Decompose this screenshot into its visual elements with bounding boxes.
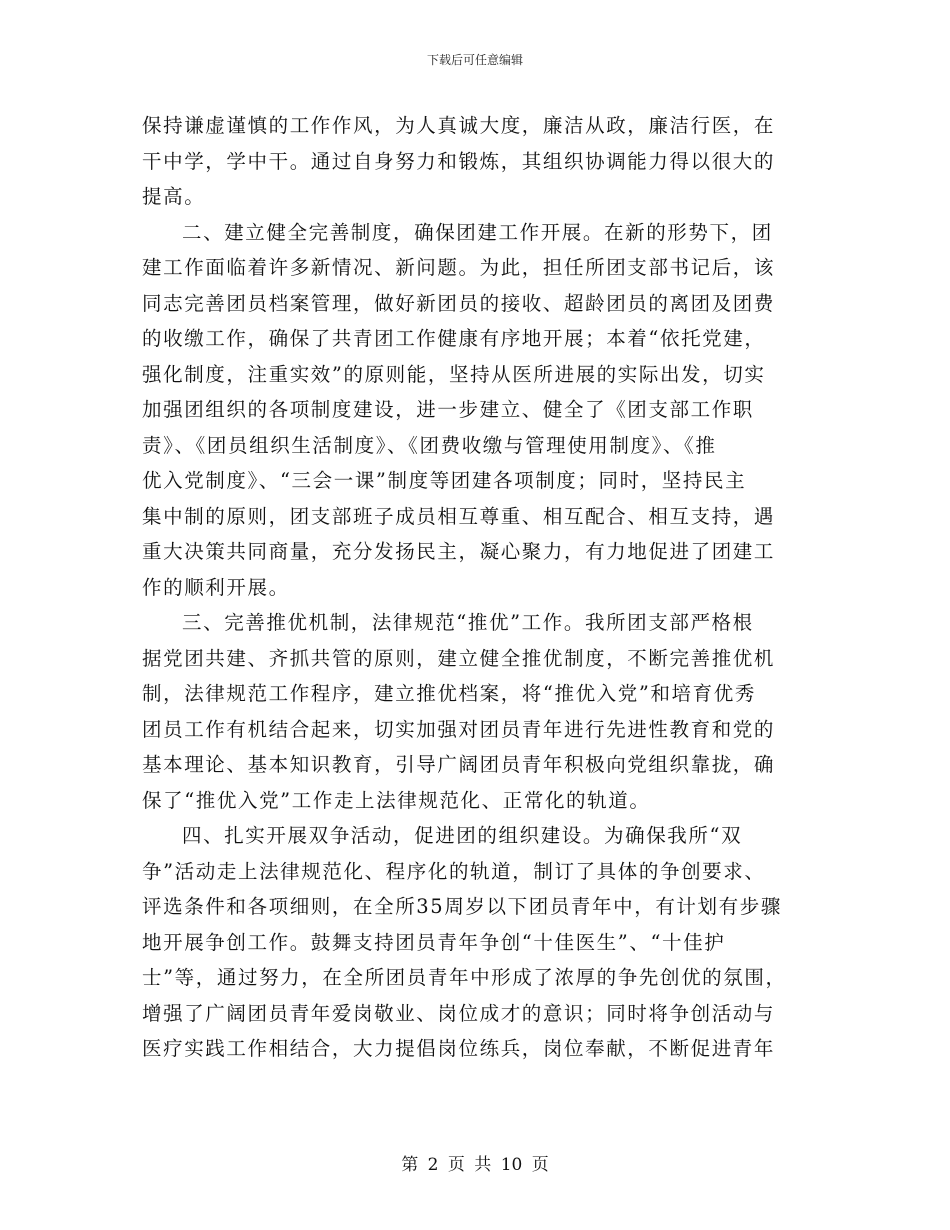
text-line: 地开展争创工作。鼓舞支持团员青年争创“十佳医生”、“十佳护	[142, 930, 726, 954]
text-line: 的收缴工作，确保了共青团工作健康有序地开展；本着“依托党建，	[142, 327, 766, 350]
text-line: 评选条件和各项细则，在全所35周岁以下团员青年中，有计划有步骤	[142, 895, 782, 918]
text-line: 团员工作有机结合起来，切实加强对团员青年进行先进性教育和党的	[142, 717, 776, 741]
text-line: 建工作面临着许多新情况、新问题。为此，担任所团支部书记后，该	[142, 256, 776, 279]
paragraph-2	[142, 215, 802, 606]
page-number: 第 2 页 共 10 页	[401, 1155, 549, 1175]
text-line: 争”活动走上法律规范化、程序化的轨道，制订了具体的争创要求、	[142, 859, 766, 883]
paragraph-4	[142, 818, 802, 1067]
text-line: 制，法律规范工作程序，建立推优档案，将“推优入党”和培育优秀	[142, 682, 756, 705]
text-line: 保持谦虚谨慎的工作作风，为人真诚大度，廉洁从政，廉洁行医，在	[142, 114, 776, 137]
text-line: 提高。	[142, 185, 206, 208]
page-header: 下载后可任意编辑	[426, 53, 523, 67]
text-line: 集中制的原则，团支部班子成员相互尊重、相互配合、相互支持，遇	[142, 504, 776, 528]
text-line: 重大决策共同商量，充分发扬民主，凝心聚力，有力地促进了团建工	[142, 540, 776, 563]
text-line: 基本理论、基本知识教育，引导广阔团员青年积极向党组织靠拢，确	[142, 753, 776, 776]
document-body	[142, 108, 802, 1067]
text-line: 干中学，学中干。通过自身努力和锻炼，其组织协调能力得以很大的	[142, 149, 776, 173]
text-line: 责》、《团员组织生活制度》、《团费收缴与管理使用制度》、《推	[142, 433, 717, 457]
text-line: 据党团共建、齐抓共管的原则，建立健全推优制度，不断完善推优机	[142, 646, 776, 670]
text-line: 增强了广阔团员青年爱岗敬业、岗位成才的意识；同时将争创活动与	[142, 1001, 776, 1025]
text-line: 同志完善团员档案管理，做好新团员的接收、超龄团员的离团及团费	[142, 291, 776, 315]
text-line: 优入党制度》、“三会一课”制度等团建各项制度；同时，坚持民主	[142, 469, 747, 492]
paragraph-1	[142, 108, 802, 215]
text-line: 四、扎实开展双争活动，促进团的组织建设。为确保我所“双	[182, 824, 743, 847]
text-line: 士”等，通过努力，在全所团员青年中形成了浓厚的争先创优的氛围，	[142, 966, 787, 989]
text-line: 加强团组织的各项制度建设，进一步建立、健全了《团支部工作职	[142, 398, 754, 421]
text-line: 强化制度，注重实效”的原则能，坚持从医所进展的实际出发，切实	[142, 362, 766, 386]
text-line: 二、建立健全完善制度，确保团建工作开展。在新的形势下，团	[182, 220, 773, 244]
text-line: 三、完善推优机制，法律规范“推优”工作。我所团支部严格根	[182, 611, 754, 634]
text-line: 医疗实践工作相结合，大力提倡岗位练兵，岗位奉献，不断促进青年	[142, 1037, 776, 1060]
paragraph-3	[142, 605, 802, 818]
text-line: 作的顺利开展。	[142, 575, 290, 599]
text-line: 保了“推优入党”工作走上法律规范化、正常化的轨道。	[142, 788, 651, 812]
